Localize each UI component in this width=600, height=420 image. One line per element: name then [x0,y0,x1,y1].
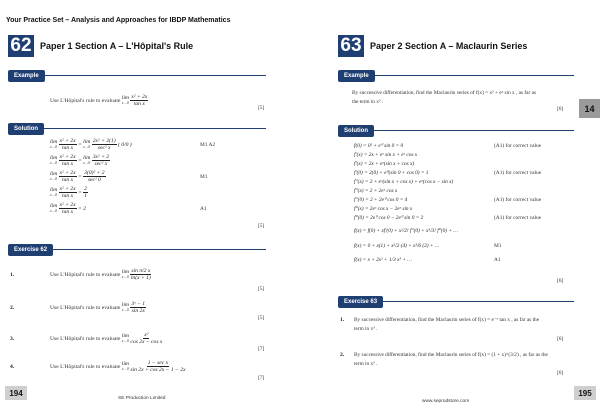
question-marks: [6] [557,370,564,376]
chapter-tab: 14 [579,99,600,118]
solution-eq: f″(x) = 2 + eˣ(sin x + cos x) + eˣ(cos x − sin x) [354,179,454,185]
question-text: By successive differentiation, find the Maclaurin series of f(x) = e⁻ˣ tan x , as far as the [354,317,540,323]
solution-eq: f‴(x) = 2eˣ cos x − 2eˣ sin x [354,206,413,212]
question-marks: [5] [258,286,265,292]
example-marks-left: [5] [258,105,265,111]
solution-line: lim x→0 $\frac{\text{x² + 2x}}{\text{tan x}}$ = $\frac{2}{1}$ [50,186,87,199]
solution-eq: f′(x) = 2x + eˣ sin x + eˣ cos x [354,152,418,158]
solution-mark: (A1) for correct value [494,170,542,176]
question-text-2: term in x³ . [354,326,378,332]
solution-mark: M1 [494,243,502,249]
example-label-left: Example [8,70,45,82]
footer-right: www.seprodstore.com [422,399,470,404]
solution-label-left: Solution [8,123,44,135]
solution-eq: f′(x) = 2x + eˣ(sin x + cos x) [354,161,415,167]
solution-mark: M1 [200,174,208,180]
question-number: 4. [10,364,15,370]
solution-eq: f(x) = f(0) + xf′(0) + x²/2! f″(0) + x³/3! f‴(0) + … [354,228,459,234]
solution-marks-right: [6] [557,278,564,284]
question-marks: [7] [258,375,265,381]
question-text: Use L'Hôpital's rule to evaluate lim x→0 $\frac{\text{sin π/2 x}}{\ln(x + 1)}$ [50,268,151,281]
solution-eq: f(0) = 0² + e⁰ sin 0 = 0 [354,143,404,149]
solution-mark: A1 [200,206,207,212]
question-text: Use L'Hôpital's rule to evaluate lim x→0 $\frac{\text{3ˣ − 1}}{\sin 2x}$ [50,301,146,314]
question-number: 1. [10,272,15,278]
exercise-label-right: Exercise 63 [338,296,383,308]
question-marks: [7] [258,346,265,352]
exercise-label-left: Exercise 62 [8,244,53,256]
solution-eq: f″(x) = 2 + 2eˣ cos x [354,188,398,194]
example-text-left: Use L'Hôpital's rule to evaluate lim x→0 $\frac{\text{x² + 2x}}{\text{tan x}}$ [50,94,148,107]
solution-label-right: Solution [338,125,374,137]
section-number-left: 62 [8,35,34,57]
question-marks: [5] [258,315,265,321]
page-number-left: 194 [5,386,27,400]
example-rule-left [8,75,266,76]
solution-mark: A1 [494,257,501,263]
solution-eq: f(x) = x + 2x² + 1/3 x³ + … [354,257,412,263]
solution-mark: (A1) for correct value [494,143,542,149]
solution-line: lim x→0 $\frac{\text{x² + 2x}}{\text{tan x}}$ = 2 [50,202,86,215]
question-number: 2. [10,305,15,311]
solution-mark: (A1) for correct value [494,215,542,221]
example-text-right: By successive differentiation, find the Maclaurin series of f(x) = x² + eˣ sin x , as far as [352,90,537,96]
question-number: 3. [10,336,15,342]
page-number-right: 195 [574,386,596,400]
solution-mark: M1 A2 [200,142,216,148]
question-text: Use L'Hôpital's rule to evaluate lim x→0 $\frac{\text{x²}}{\text{cos 2x − cos x}}$ [50,332,163,345]
solution-eq: f(x) = 0 + x(1) + x²/2 (4) + x³/6 (2) + … [354,243,440,249]
example-label-right: Example [338,70,375,82]
example-marks-right: [6] [557,106,564,112]
solution-rule-left [8,128,266,129]
solution-eq: f′(0) = 2(0) + e⁰(sin 0 + cos 0) = 1 [354,170,429,176]
solution-marks-left: [5] [258,223,265,229]
question-text: Use L'Hôpital's rule to evaluate lim x→0 $\frac{\text{1 − sec x}}{\sin 2x + \cos 2x - 1 - 2x}$ [50,360,186,373]
solution-mark: (A1) for correct value [494,197,542,203]
question-marks: [6] [557,336,564,342]
example-text-right-2: the term in x³ . [352,99,384,105]
section-number-right: 63 [338,35,364,57]
question-text-2: term in x³ . [354,361,378,367]
section-title-right: Paper 2 Section A – Maclaurin Series [370,41,528,51]
question-text: By successive differentiation, find the Maclaurin series of f(x) = (1 + x)^(3/2) , as far as the [354,352,548,358]
question-number: 2. [340,352,345,358]
solution-eq: f″(0) = 2 + 2e⁰ cos 0 = 4 [354,197,408,203]
solution-eq: f‴(0) = 2e⁰ cos 0 − 2e⁰ sin 0 = 2 [354,215,424,221]
book-title: Your Practice Set – Analysis and Approaches for IBDP Mathematics [6,17,231,24]
solution-line: lim x→0 $\frac{\text{x² + 2x}}{\text{tan x}}$ = lim x→0 $\frac{\text{2x² + 2(1)}}{\text{sec² x}}$ ( 0/0 ) [50,138,132,151]
footer-left: SE Production Limited [118,396,166,401]
solution-line: lim x→0 $\frac{\text{x² + 2x}}{\text{tan x}}$ = $\frac{\text{3(0)² + 2}}{\text{sec² 0}}$ [50,170,105,183]
example-limit-expression: lim x→0 $\frac{\text{x² + 2x}}{\text{tan x}}$ [121,94,148,107]
solution-line: lim x→0 $\frac{\text{x² + 2x}}{\text{tan x}}$ = lim x→0 $\frac{\text{3x² + 2}}{\text{sec² x}}$ [50,154,110,167]
question-number: 1. [340,317,345,323]
section-title-left: Paper 1 Section A – L'Hôpital's Rule [40,41,194,51]
